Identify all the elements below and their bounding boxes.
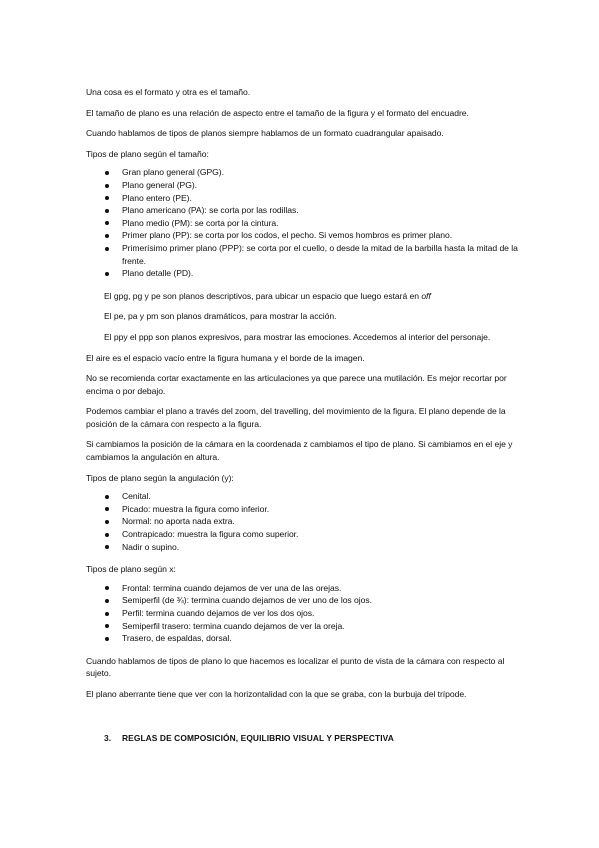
list-item: Nadir o supino. xyxy=(86,541,518,554)
list-plano-tamano xyxy=(86,166,518,279)
list-item: Cenital. xyxy=(86,490,518,503)
section-heading xyxy=(104,733,504,743)
list-plano-angulacion xyxy=(86,490,518,553)
indented-paragraph: El pe, pa y pm son planos dramáticos, para mostrar la acción. xyxy=(104,311,337,322)
list-item: Frontal: termina cuando dejamos de ver una de las orejas. xyxy=(86,582,518,595)
list-item: Semiperfil trasero: termina cuando dejamos de ver la oreja. xyxy=(86,620,518,633)
list-item: Plano detalle (PD). xyxy=(86,267,518,280)
list-item: Plano medio (PM): se corta por la cintura. xyxy=(86,217,518,230)
page-body xyxy=(86,86,518,709)
list-item: Primer plano (PP): se corta por los codos, el pecho. Si vemos hombros es primer plano. xyxy=(86,229,518,242)
paragraph: Cuando hablamos de tipos de planos siempre hablamos de un formato cuadrangular apaisado. xyxy=(86,128,444,139)
paragraph: El plano aberrante tiene que ver con la horizontalidad con la que se graba, con la burbuja del trípode. xyxy=(86,688,467,699)
section-number: 3. xyxy=(104,733,112,743)
list-item: Semiperfil (de ¾): termina cuando dejamos de ver uno de los ojos. xyxy=(86,594,518,607)
section-title: REGLAS DE COMPOSICIÓN, EQUILIBRIO VISUAL Y PERSPECTIVA xyxy=(122,733,394,743)
list-item: Picado: muestra la figura como inferior. xyxy=(86,503,518,516)
list-item: Normal: no aporta nada extra. xyxy=(86,515,518,528)
paragraph: Tipos de plano según la angulación (y): xyxy=(86,472,234,483)
italic-word: off xyxy=(421,290,431,301)
list-item: Contrapicado: muestra la figura como superior. xyxy=(86,528,518,541)
indented-paragraph xyxy=(86,290,518,303)
list-item: Gran plano general (GPG). xyxy=(86,166,518,179)
paragraph: El aire es el espacio vacío entre la figura humana y el borde de la imagen. xyxy=(86,352,365,363)
paragraph: Cuando hablamos de tipos de plano lo que hacemos es localizar el punto de vista de la cámara con respecto al sujeto. xyxy=(86,655,505,679)
paragraph: Podemos cambiar el plano a través del zoom, del travelling, del movimiento de la figura. El plano depende de la posición de la cámara con respecto a la figura. xyxy=(86,406,506,429)
paragraph: Tipos de plano según x: xyxy=(86,564,176,575)
paragraph: No se recomienda cortar exactamente en las articulaciones ya que parece una mutilación. Es mejor recortar por encima o por debajo. xyxy=(86,373,507,396)
list-item: Primerísimo primer plano (PPP): se corta por el cuello, o desde la mitad de la barbilla hasta la mitad de la frente. xyxy=(86,242,518,267)
paragraph: Una cosa es el formato y otra es el tamaño. xyxy=(86,87,251,97)
list-plano-x xyxy=(86,582,518,645)
list-item: Plano entero (PE). xyxy=(86,192,518,205)
indented-text: El gpg, pg y pe son planos descriptivos, para ubicar un espacio que luego estará en xyxy=(104,290,422,301)
list-item: Plano general (PG). xyxy=(86,179,518,192)
list-item: Plano americano (PA): se corta por las rodillas. xyxy=(86,204,518,217)
paragraph: Tipos de plano según el tamaño: xyxy=(86,148,209,159)
list-item: Perfil: termina cuando dejamos de ver los dos ojos. xyxy=(86,607,518,620)
indented-paragraph: El ppy el ppp son planos expresivos, para mostrar las emociones. Accedemos al interior del personaje. xyxy=(104,331,491,342)
paragraph: Si cambiamos la posición de la cámara en la coordenada z cambiamos el tipo de plano. Si cambiamos en el eje y cambiamos la angulación en altura. xyxy=(86,439,513,463)
paragraph: El tamaño de plano es una relación de aspecto entre el tamaño de la figura y el formato del encuadre. xyxy=(86,107,469,118)
list-item: Trasero, de espaldas, dorsal. xyxy=(86,632,518,645)
